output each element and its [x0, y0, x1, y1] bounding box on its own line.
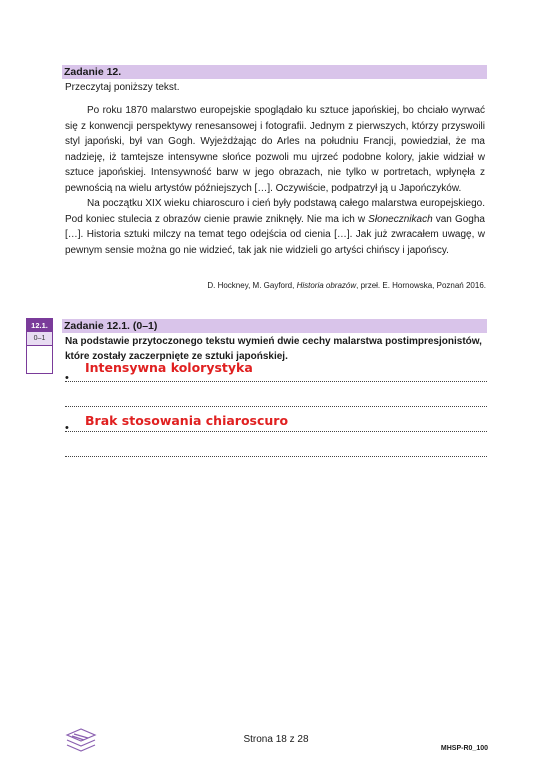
- page-number: Strona 18 z 28: [243, 734, 309, 745]
- answer-2-handwritten: Brak stosowania chiaroscuro: [85, 413, 289, 428]
- answer-line-3[interactable]: [65, 431, 487, 432]
- score-box-blank[interactable]: [27, 346, 52, 373]
- task-12-1-title: Zadanie 12.1. (0–1): [64, 320, 158, 332]
- answer-line-1[interactable]: [65, 381, 487, 382]
- citation-details: , przeł. E. Hornowska, Poznań 2016.: [356, 281, 486, 290]
- exam-code: MHSP-R0_100: [440, 745, 488, 752]
- paragraph-2-italic-title: Słonecznikach: [368, 213, 433, 225]
- task-12-1-question: Na podstawie przytoczonego tekstu wymień dwie cechy malarstwa postimpresjonistów, które zostały zaczerpnięte ze sztuki japońskiej.: [65, 336, 482, 362]
- paragraph-2-part-b: van Gogha […]. Historia sztuki milczy na temat tego odejścia od cienia […]. Jak już zwracałem uwagę, w pewnym sensie można go nie widzieć, tak jak nie widzieli go artyści chińscy i japońscy.: [65, 213, 485, 256]
- score-box-task-number: 12.1.: [27, 319, 52, 332]
- citation-book-title: Historia obrazów: [296, 281, 357, 290]
- score-box-range: 0–1: [27, 332, 52, 346]
- citation-authors: D. Hockney, M. Gayford,: [207, 281, 297, 290]
- paragraph-2-part-a: Na początku XIX wieku chiaroscuro i cień były podstawą całego malarstwa europejskiego. Pod koniec stulecia z obrazów cienie prawie zniknęły. Nie ma ich w: [65, 198, 485, 225]
- source-citation: [207, 281, 486, 290]
- task-12-1-header: [62, 319, 487, 333]
- source-text: [65, 103, 485, 258]
- answer-line-2[interactable]: [65, 406, 487, 407]
- task-12-title: Zadanie 12.: [64, 66, 122, 78]
- answer-1-bullet: •: [65, 372, 69, 384]
- source-paragraph-1: Po roku 1870 malarstwo europejskie spoglądało ku sztuce japońskiej, bo chciało wyrwać się z konwencji perspektywy renesansowej i fotografii. Jednym z pierwszych, którzy przyswoili styl japoński, był van Gogh. Wyjeżdżając do Arles na południu Francji, powiedział, że ma nadzieję, iż tamtejsze intensywne słońce pozwoli mu ujrzeć podobne kolory, jakie widział w sztuce japońskiej. Intensywność barw w jego obrazach, nie tylko w portretach, wpłynęła z pewnością na wielu artystów późniejszych […]. Oczywiście, podpatrzył ją u Japończyków.: [65, 105, 485, 194]
- answer-line-4[interactable]: [65, 456, 487, 457]
- answer-1-handwritten: Intensywna kolorystyka: [85, 360, 253, 375]
- task-12-instruction: Przeczytaj poniższy tekst.: [65, 82, 180, 93]
- answer-2-bullet: •: [65, 422, 69, 434]
- task-12-header: [62, 65, 487, 79]
- source-paragraph-2: [65, 196, 485, 258]
- score-box: [26, 318, 53, 374]
